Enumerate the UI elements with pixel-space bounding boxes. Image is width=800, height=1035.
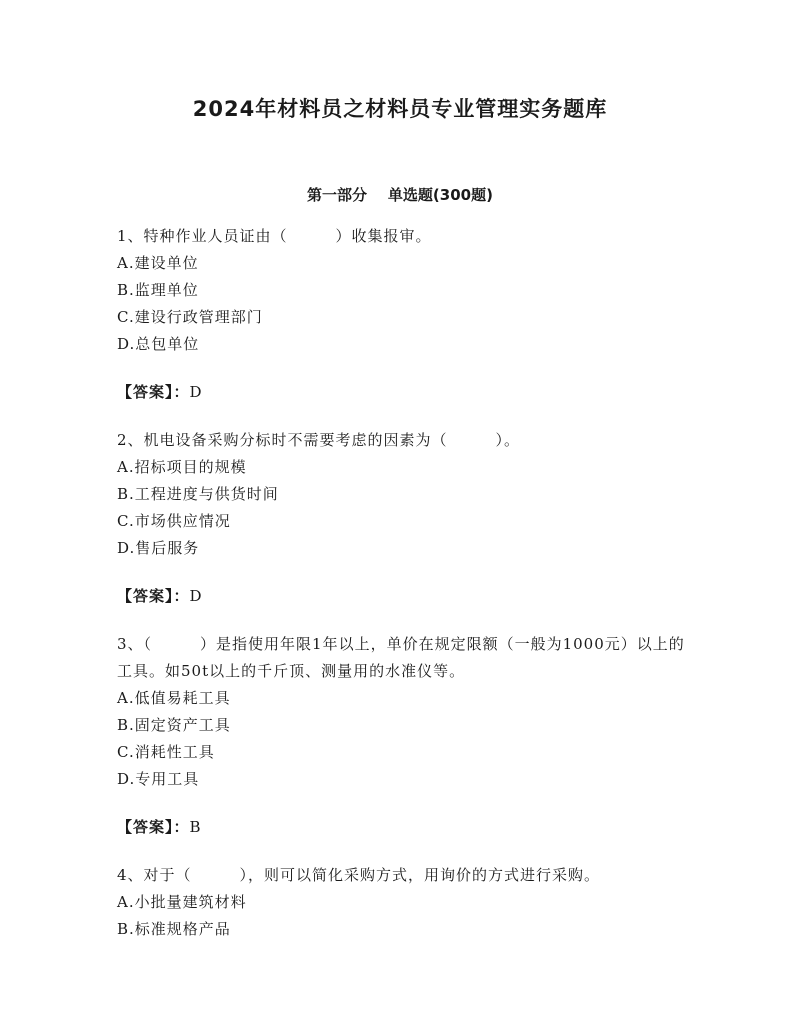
- answer-line: [117, 583, 687, 610]
- option-a: A.建设单位: [117, 254, 199, 272]
- answer-label: 【答案】：: [117, 587, 190, 605]
- document-title: 2024年材料员之材料员专业管理实务题库: [192, 97, 608, 121]
- answer-label: 【答案】：: [117, 818, 190, 836]
- option-a: A.小批量建筑材料: [117, 893, 247, 911]
- option-b: B.标准规格产品: [117, 920, 231, 938]
- option-d: D.售后服务: [117, 539, 200, 557]
- option-a: A.招标项目的规模: [117, 458, 247, 476]
- question-list: [117, 223, 687, 964]
- option-b: B.工程进度与供货时间: [117, 485, 279, 503]
- question-4: [117, 862, 687, 943]
- option-c: C.市场供应情况: [117, 512, 231, 530]
- answer-line: [117, 814, 687, 841]
- option-d: D.专用工具: [117, 770, 200, 788]
- option-c: C.消耗性工具: [117, 743, 215, 761]
- question-stem: 2、机电设备采购分标时不需要考虑的因素为（ ）。: [117, 431, 521, 449]
- option-c: C.建设行政管理部门: [117, 308, 263, 326]
- answer-value: D: [189, 383, 203, 401]
- answer-value: B: [189, 818, 202, 836]
- option-b: B.监理单位: [117, 281, 199, 299]
- section-title: 第一部分 单选题(300题): [307, 186, 493, 204]
- question-2: [117, 427, 687, 610]
- answer-line: [117, 379, 687, 406]
- question-3: [117, 631, 687, 841]
- question-stem: 4、对于（ ），则可以简化采购方式，用询价的方式进行采购。: [117, 866, 601, 884]
- question-stem: 1、特种作业人员证由（ ）收集报审。: [117, 227, 432, 245]
- answer-value: D: [189, 587, 203, 605]
- option-d: D.总包单位: [117, 335, 200, 353]
- question-stem: 3、（ ）是指使用年限1年以上，单价在规定限额（一般为1000元）以上的工具。如50t以上的千斤顶、测量用的水准仪等。: [117, 635, 685, 680]
- question-1: [117, 223, 687, 406]
- option-a: A.低值易耗工具: [117, 689, 231, 707]
- answer-label: 【答案】：: [117, 383, 190, 401]
- option-b: B.固定资产工具: [117, 716, 231, 734]
